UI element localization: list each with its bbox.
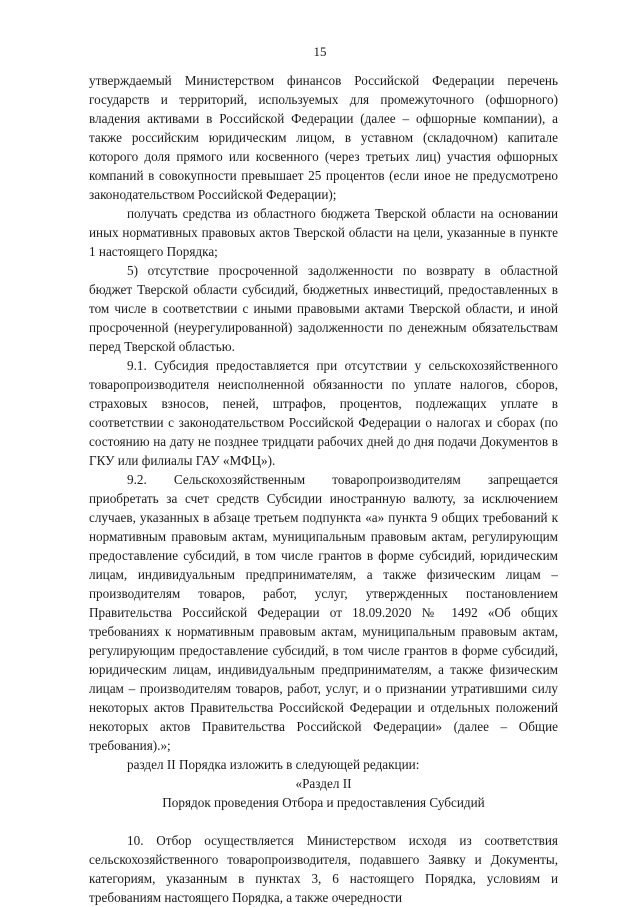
paragraph-item-9-2: 9.2. Сельскохозяйственным товаропроизводителям запрещается приобретать за счет средств Субсидии иностранную валюту, за исключением случаев, указанных в абзаце третьем подпункта «а» пункта 9 общих требований к нормативным правовым актам, муниципальным правовым актам, регулирующим предоставление субсидий, в том числе грантов в форме субсидий, юридическим лицам, индивидуальным предпринимателям, а также физическим лицам – производителям товаров, работ, услуг, утвержденных постановлением Правительства Российской Федерации от 18.09.2020 № 1492 «Об общих требованиях к нормативным правовым актам, муниципальным правовым актам, регулирующим предоставление субсидий, в том числе грантов в форме субсидий, юридическим лицам, индивидуальным предпринимателям, а также физическим лицам – производителям товаров, работ, услуг, и о признании утратившими силу некоторых актов Правительства Российской Федерации и отдельных положений некоторых актов Правительства Российской Федерации» (далее – Общие требования).»; xyxy=(89,472,558,753)
paragraph-section-intro: раздел II Порядка изложить в следующей редакции: xyxy=(127,757,420,772)
section-heading: «Раздел II xyxy=(295,776,352,791)
paragraph-item-9-1: 9.1. Субсидия предоставляется при отсутствии у сельскохозяйственного товаропроизводителя неисполненной обязанности по уплате налогов, сборов, страховых взносов, пеней, штрафов, процентов, подлежащих уплате в соответствии с законодательством Российской Федерации о налогах и сборах (по состоянию на дату не позднее тридцати рабочих дней до дня подачи Документов в ГКУ или филиалы ГАУ «МФЦ»). xyxy=(89,358,558,468)
page-number: 15 xyxy=(313,44,327,59)
paragraph-item-10: 10. Отбор осуществляется Министерством исходя из соответствия сельскохозяйственного товаропроизводителя, подавшего Заявку и Документы, категориям, указанным в пунктах 3, 6 настоящего Порядка, условиям и требованиям настоящего Порядка, а также очередности xyxy=(89,833,558,905)
paragraph-regional-budget: получать средства из областного бюджета Тверской области на основании иных нормативных правовых актов Тверской области на цели, указанные в пункте 1 настоящего Порядка; xyxy=(89,206,558,259)
section-title: Порядок проведения Отбора и предоставления Субсидий xyxy=(162,795,485,810)
paragraph-item-5: 5) отсутствие просроченной задолженности по возврату в областной бюджет Тверской области субсидий, бюджетных инвестиций, предоставленных в том числе в соответствии с иными правовыми актами Тверской области, и иной просроченной (неурегулированной) задолженности по денежным обязательствам перед Тверской областью. xyxy=(89,263,558,354)
paragraph-offshore: утверждаемый Министерством финансов Российской Федерации перечень государств и территорий, используемых для промежуточного (офшорного) владения активами в Российской Федерации (далее – офшорные компании), а также российским юридическим лицом, в уставном (складочном) капитале которого доля прямого или косвенного (через третьих лиц) участия офшорных компаний в совокупности превышает 25 процентов (если иное не предусмотрено законодательством Российской Федерации); xyxy=(89,73,558,202)
spacer xyxy=(89,812,558,831)
document-body xyxy=(89,71,558,907)
